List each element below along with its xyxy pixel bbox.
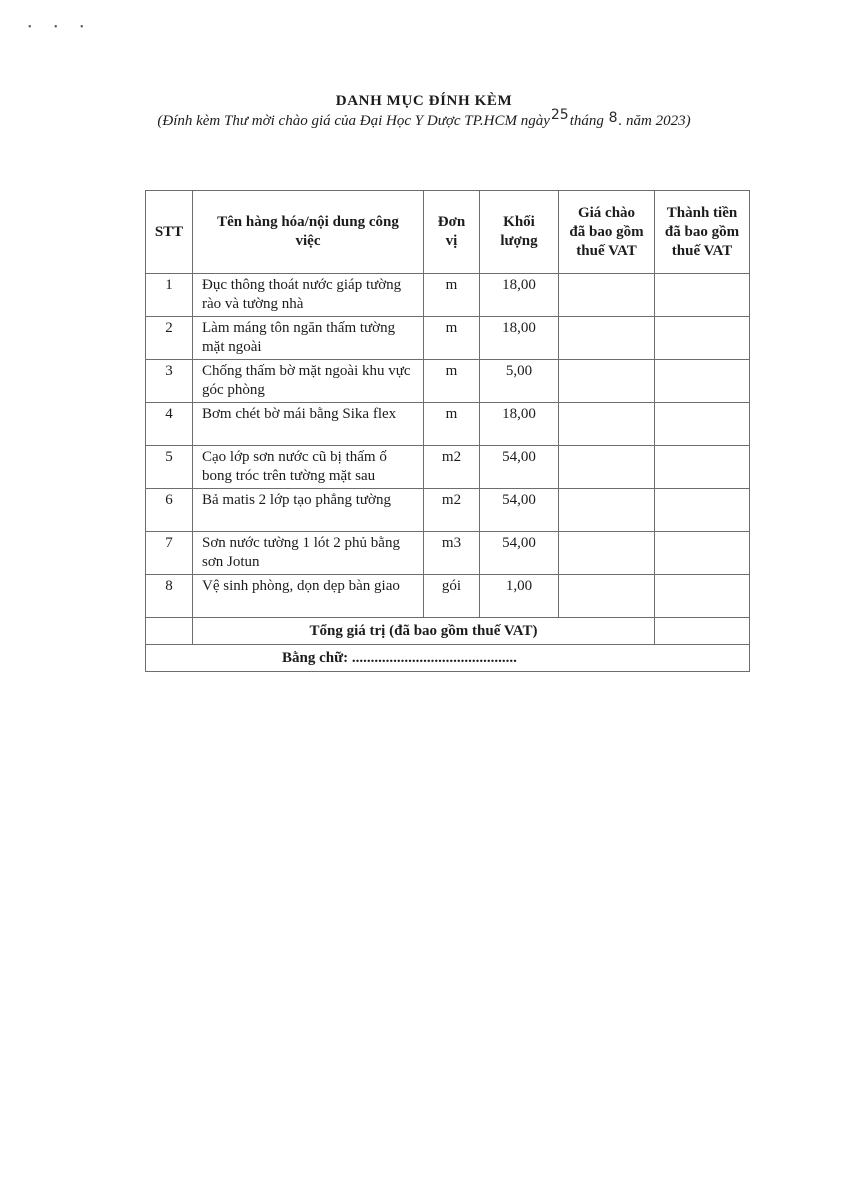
row-quantity: 5,00 [480, 360, 559, 403]
row-quantity: 18,00 [480, 403, 559, 446]
row-item-name: Đục thông thoát nước giáp tường rào và tường nhà [193, 274, 424, 317]
table-row [146, 317, 750, 360]
handwritten-month: 8 [608, 110, 618, 126]
table-row [146, 360, 750, 403]
row-unit: m2 [424, 446, 480, 489]
row-unit: m [424, 274, 480, 317]
amount-in-words-label: Bằng chữ: ............................................ [282, 650, 517, 666]
table-row [146, 489, 750, 532]
row-quantity: 18,00 [480, 274, 559, 317]
row-price [559, 575, 655, 618]
row-item-name: Vệ sinh phòng, dọn dẹp bàn giao [193, 575, 424, 618]
table-row [146, 446, 750, 489]
col-header-total: Thành tiền đã bao gồm thuế VAT [655, 191, 750, 274]
document-subtitle [0, 107, 848, 130]
row-quantity: 18,00 [480, 317, 559, 360]
row-quantity: 1,00 [480, 575, 559, 618]
row-quantity: 54,00 [480, 532, 559, 575]
table-header-row [146, 191, 750, 274]
items-table [145, 190, 750, 672]
row-total [655, 274, 750, 317]
col-header-price: Giá chào đã bao gồm thuế VAT [559, 191, 655, 274]
row-stt: 2 [146, 317, 193, 360]
row-total [655, 446, 750, 489]
document-title: DANH MỤC ĐÍNH KÈM [335, 93, 513, 109]
row-unit: m2 [424, 489, 480, 532]
row-price [559, 360, 655, 403]
row-unit: m [424, 360, 480, 403]
row-price [559, 403, 655, 446]
row-stt: 3 [146, 360, 193, 403]
col-header-name: Tên hàng hóa/nội dung công việc [193, 191, 424, 274]
row-item-name: Chống thấm bờ mặt ngoài khu vực góc phòng [193, 360, 424, 403]
subtitle-text-after: . năm 2023) [618, 113, 691, 129]
scan-artifact-dots: • • • [28, 22, 94, 33]
row-unit: m3 [424, 532, 480, 575]
row-price [559, 489, 655, 532]
total-row [146, 618, 750, 645]
row-stt: 1 [146, 274, 193, 317]
row-item-name: Cạo lớp sơn nước cũ bị thấm ố bong tróc trên tường mặt sau [193, 446, 424, 489]
table-row [146, 532, 750, 575]
subtitle-month-word: tháng [569, 113, 604, 129]
handwritten-day: 25 [550, 107, 569, 123]
row-total [655, 360, 750, 403]
amount-in-words-cell [146, 645, 750, 672]
row-item-name: Bơm chét bờ mái bằng Sika flex [193, 403, 424, 446]
row-item-name: Sơn nước tường 1 lót 2 phủ bằng sơn Jotun [193, 532, 424, 575]
col-header-stt: STT [146, 191, 193, 274]
row-unit: gói [424, 575, 480, 618]
row-stt: 7 [146, 532, 193, 575]
row-item-name: Bả matis 2 lớp tạo phẳng tường [193, 489, 424, 532]
total-row-stt-cell [146, 618, 193, 645]
row-price [559, 532, 655, 575]
row-stt: 5 [146, 446, 193, 489]
row-price [559, 274, 655, 317]
row-quantity: 54,00 [480, 489, 559, 532]
row-price [559, 317, 655, 360]
row-total [655, 317, 750, 360]
col-header-quantity: Khối lượng [480, 191, 559, 274]
row-total [655, 575, 750, 618]
row-price [559, 446, 655, 489]
total-value [655, 618, 750, 645]
row-stt: 6 [146, 489, 193, 532]
table-row [146, 274, 750, 317]
total-label: Tổng giá trị (đã bao gồm thuế VAT) [193, 618, 655, 645]
row-total [655, 403, 750, 446]
row-stt: 8 [146, 575, 193, 618]
col-header-unit: Đơn vị [424, 191, 480, 274]
amount-in-words-row [146, 645, 750, 672]
row-unit: m [424, 317, 480, 360]
row-total [655, 532, 750, 575]
row-stt: 4 [146, 403, 193, 446]
subtitle-text-before: (Đính kèm Thư mời chào giá của Đại Học Y Dược TP.HCM ngày [157, 113, 550, 129]
table-row [146, 403, 750, 446]
row-total [655, 489, 750, 532]
row-unit: m [424, 403, 480, 446]
table-row [146, 575, 750, 618]
row-item-name: Làm máng tôn ngăn thấm tường mặt ngoài [193, 317, 424, 360]
row-quantity: 54,00 [480, 446, 559, 489]
